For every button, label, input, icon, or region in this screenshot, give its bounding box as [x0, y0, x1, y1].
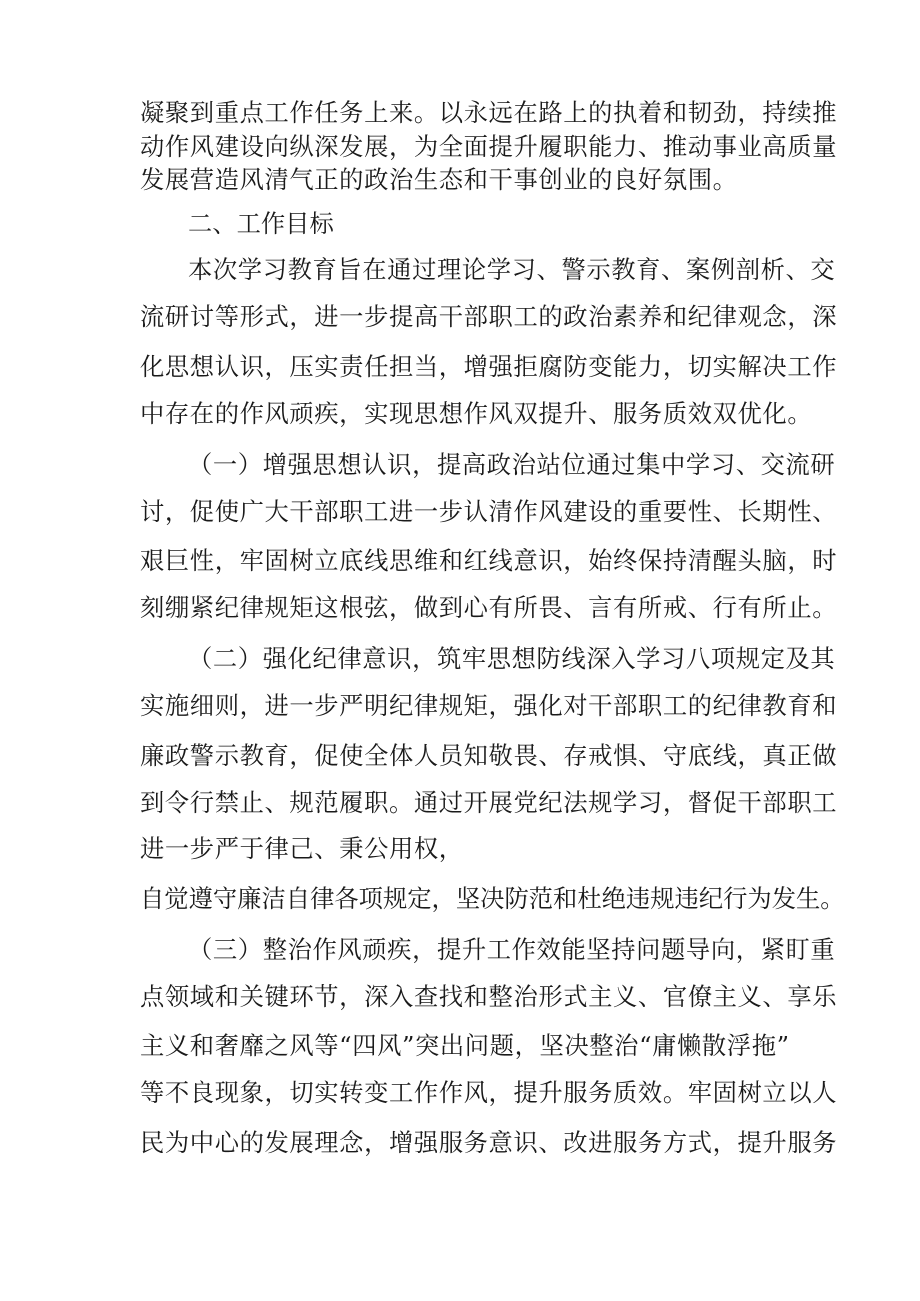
body-text-line: 讨，促使广大干部职工进一步认清作风建设的重要性、长期性、	[140, 497, 838, 526]
body-text-line: 民为中心的发展理念，增强服务意识、改进服务方式，提升服务	[140, 1128, 838, 1157]
body-text-line: 动作风建设向纵深发展，为全面提升履职能力、推动事业高质量	[140, 132, 838, 161]
body-text-line: 本次学习教育旨在通过理论学习、警示教育、案例剖析、交	[188, 255, 836, 284]
body-text-line: 化思想认识，压实责任担当，增强拒腐防变能力，切实解决工作	[140, 352, 838, 381]
subsection-text-line: （三）整治作风顽疾，提升工作效能坚持问题导向，紧盯重	[188, 935, 836, 964]
body-text-line: 刻绷紧纪律规矩这根弦，做到心有所畏、言有所戒、行有所止。	[140, 593, 838, 622]
body-text-line: 点领域和关键环节，深入查找和整治形式主义、官僚主义、享乐	[140, 982, 838, 1011]
body-text-line: 自觉遵守廉洁自律各项规定，坚决防范和杜绝违规违纪行为发生。	[140, 884, 845, 913]
body-text-line: 到令行禁止、规范履职。通过开展党纪法规学习，督促干部职工	[140, 788, 838, 817]
body-text-line: 实施细则，进一步严明纪律规矩，强化对干部职工的纪律教育和	[140, 691, 838, 720]
body-text-line: 发展营造风清气正的政治生态和干事创业的良好氛围。	[140, 165, 738, 194]
body-text-line: 艰巨性，牢固树立底线思维和红线意识，始终保持清醒头脑，时	[140, 546, 838, 575]
subsection-text-line: （二）强化纪律意识，筑牢思想防线深入学习八项规定及其	[188, 644, 836, 673]
body-text-line: 等不良现象，切实转变工作作风，提升服务质效。牢固树立以人	[140, 1078, 838, 1107]
body-text-line: 廉政警示教育，促使全体人员知敬畏、存戒惧、守底线，真正做	[140, 741, 838, 770]
body-text-line: 主义和奢靡之风等“四风”突出问题，坚决整治“庸懒散浮拖”	[140, 1031, 790, 1060]
body-text-line: 中存在的作风顽疾，实现思想作风双提升、服务质效双优化。	[140, 399, 813, 428]
body-text-line: 进一步严于律己、秉公用权，	[140, 834, 464, 863]
body-text-line: 凝聚到重点工作任务上来。以永远在路上的执着和韧劲，持续推	[140, 98, 838, 127]
body-text-line: 流研讨等形式，进一步提高干部职工的政治素养和纪律观念，深	[140, 302, 838, 331]
section-heading: 二、工作目标	[188, 209, 334, 238]
subsection-text-line: （一）增强思想认识，提高政治站位通过集中学习、交流研	[188, 450, 836, 479]
